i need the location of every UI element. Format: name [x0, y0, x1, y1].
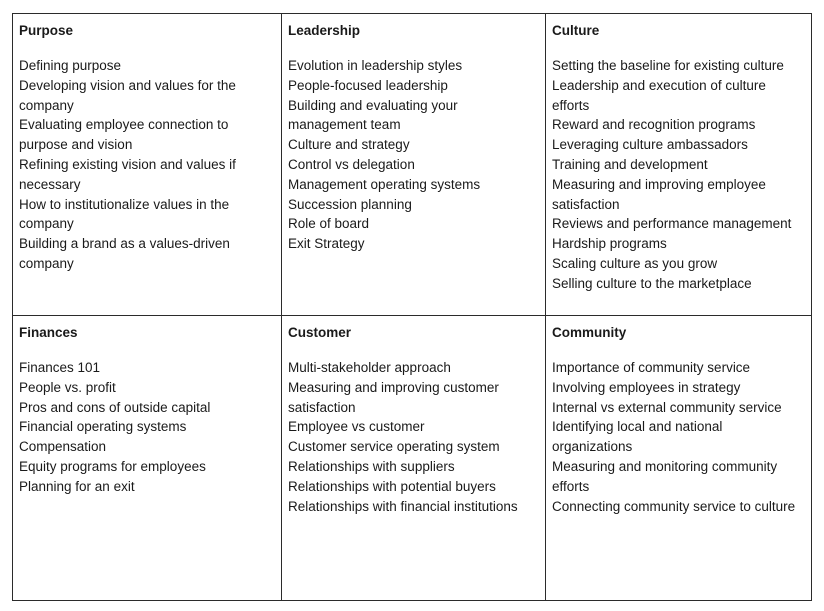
- list-item: Scaling culture as you grow: [552, 255, 718, 271]
- cell-finances: [13, 316, 282, 600]
- cell-list-community: [552, 358, 805, 516]
- list-item: Leadership and execution of culture efforts: [552, 77, 766, 113]
- cell-list-customer: [288, 358, 539, 516]
- list-item: Equity programs for employees: [19, 458, 206, 474]
- cell-customer: [282, 316, 546, 600]
- list-item: Internal vs external community service: [552, 399, 782, 415]
- list-item: Financial operating systems: [19, 419, 187, 435]
- list-item: Relationships with suppliers: [288, 458, 455, 474]
- list-item: Hardship programs: [552, 236, 667, 252]
- list-item: Multi-stakeholder approach: [288, 360, 451, 375]
- list-item: Leveraging culture ambassadors: [552, 137, 748, 153]
- list-item: Setting the baseline for existing culture: [552, 58, 784, 73]
- list-item: Role of board: [288, 216, 370, 232]
- list-item: Refining existing vision and values if necessary: [19, 156, 236, 192]
- list-item: Culture and strategy: [288, 137, 410, 153]
- list-item: Developing vision and values for the company: [19, 77, 236, 113]
- cell-list-finances: [19, 358, 275, 497]
- list-item: Measuring and improving customer satisfaction: [288, 379, 499, 415]
- list-item: Involving employees in strategy: [552, 379, 741, 395]
- list-item: Pros and cons of outside capital: [19, 399, 211, 415]
- cell-title-culture: Culture: [552, 23, 600, 38]
- list-item: Planning for an exit: [19, 478, 135, 494]
- list-item: Reward and recognition programs: [552, 117, 756, 133]
- list-item: Evaluating employee connection to purpose and vision: [19, 117, 229, 153]
- list-item: Succession planning: [288, 196, 412, 212]
- list-item: Exit Strategy: [288, 236, 365, 252]
- list-item: Measuring and monitoring community efforts: [552, 458, 778, 494]
- cell-list-leadership: [288, 56, 539, 254]
- list-item: Relationships with potential buyers: [288, 478, 496, 494]
- list-item: Training and development: [552, 156, 708, 172]
- cell-list-culture: [552, 56, 805, 294]
- cell-title-customer: Customer: [288, 325, 352, 340]
- list-item: Connecting community service to culture: [552, 498, 796, 514]
- list-item: Employee vs customer: [288, 419, 425, 435]
- list-item: Finances 101: [19, 360, 101, 375]
- list-item: Building and evaluating your management team: [288, 97, 458, 133]
- list-item: Defining purpose: [19, 58, 122, 73]
- cell-title-leadership: Leadership: [288, 23, 361, 38]
- list-item: People vs. profit: [19, 379, 116, 395]
- cell-title-purpose: Purpose: [19, 23, 74, 38]
- list-item: Measuring and improving employee satisfaction: [552, 176, 766, 212]
- list-item: Relationships with financial institutions: [288, 498, 518, 514]
- topics-table: [12, 13, 812, 601]
- list-item: Identifying local and national organizations: [552, 419, 723, 455]
- cell-community: [546, 316, 811, 600]
- cell-culture: [546, 14, 811, 316]
- list-item: Reviews and performance management: [552, 216, 792, 232]
- list-item: Control vs delegation: [288, 156, 415, 172]
- list-item: Selling culture to the marketplace: [552, 275, 752, 291]
- cell-leadership: [282, 14, 546, 316]
- cell-title-community: Community: [552, 325, 627, 340]
- list-item: People-focused leadership: [288, 77, 448, 93]
- list-item: Customer service operating system: [288, 439, 500, 455]
- list-item: How to institutionalize values in the company: [19, 196, 230, 232]
- cell-title-finances: Finances: [19, 325, 78, 340]
- list-item: Management operating systems: [288, 176, 481, 192]
- list-item: Building a brand as a values-driven company: [19, 236, 230, 271]
- cell-purpose: [13, 14, 282, 316]
- list-item: Evolution in leadership styles: [288, 58, 463, 73]
- list-item: Compensation: [19, 439, 107, 455]
- list-item: Importance of community service: [552, 360, 751, 375]
- cell-list-purpose: [19, 56, 275, 274]
